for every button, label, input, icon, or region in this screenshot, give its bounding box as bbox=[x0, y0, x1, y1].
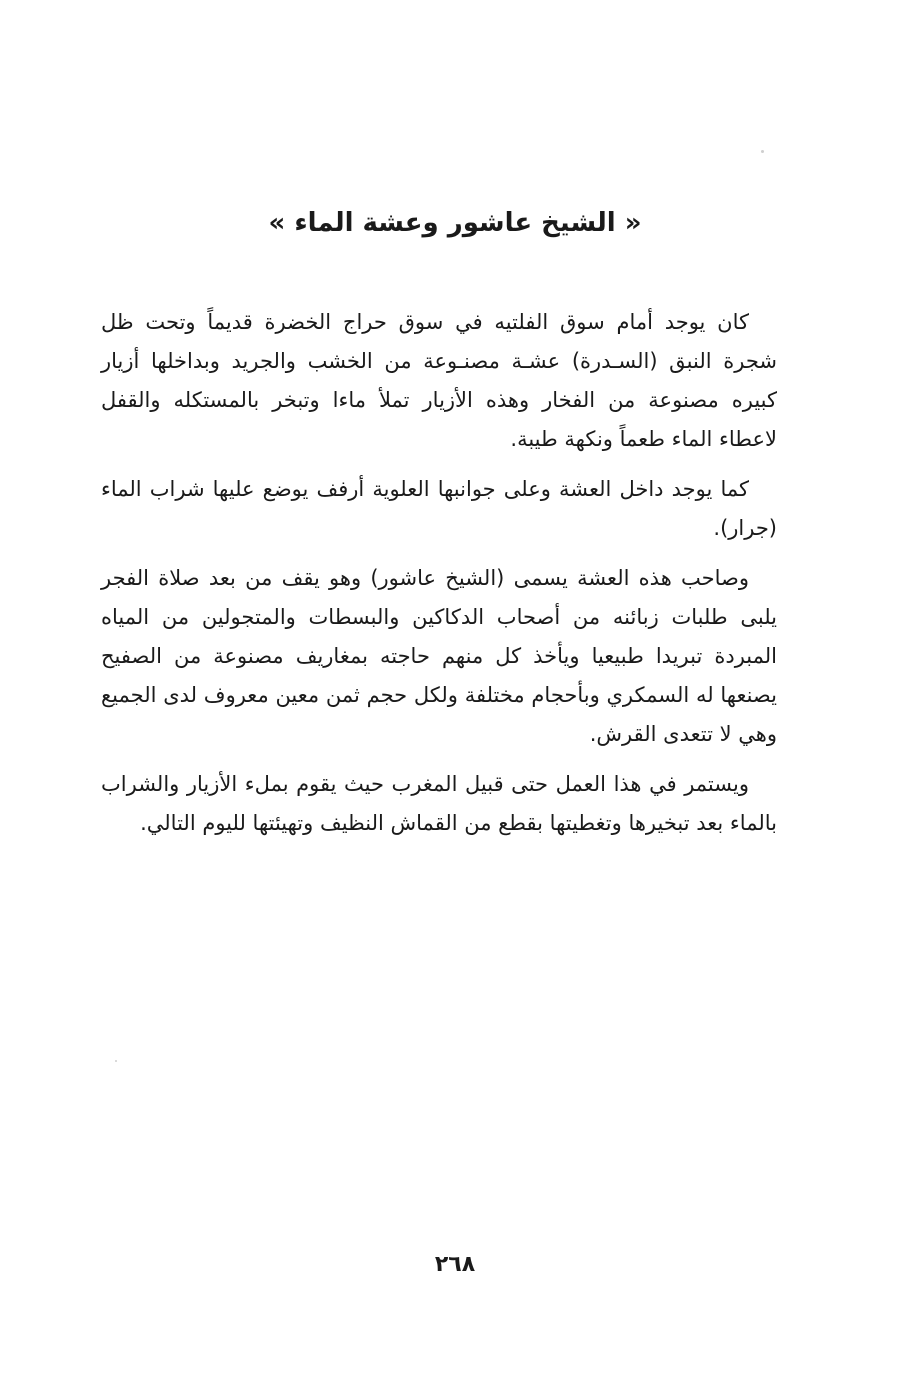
paragraph-3: وصاحب هذه العشة يسمى (الشيخ عاشور) وهو يقف من بعد صلاة الفجر يلبى طلبات زبائنه من أصحاب الدكاكين والبسطات والمتجولين من المياه المبردة تبريدا طبيعيا ويأخذ كل منهم حاجته بمغاريف مصنوعة من الصفيح يصنعها له السمكري وبأحجام مختلفة ولكل حجم ثمن معين معروف لدى الجميع وهي لا تتعدى القرش. bbox=[101, 566, 777, 746]
paragraph-4: ويستمر في هذا العمل حتى قبيل المغرب حيث يقوم بملء الأزيار والشراب بالماء بعد تبخيرها وتغطيتها بقطع من القماش النظيف وتهيئتها لليوم التالي. bbox=[101, 772, 777, 835]
paragraph-2: كما يوجد داخل العشة وعلى جوانبها العلوية أرفف يوضع عليها شراب الماء (جرار). bbox=[101, 477, 777, 540]
body-text bbox=[101, 303, 777, 854]
page-number: ٢٦٨ bbox=[434, 1252, 476, 1277]
scan-speck bbox=[761, 150, 764, 153]
chapter-title: « الشيخ عاشور وعشة الماء » bbox=[268, 208, 642, 238]
scan-speck bbox=[115, 1060, 117, 1062]
paragraph-1: كان يوجد أمام سوق الفلتيه في سوق حراج الخضرة قديماً وتحت ظل شجرة النبق (السـدرة) عشـة مصنـوعة من الخشب والجريد وبداخلها أزيار كبيره مصنوعة من الفخار وهذه الأزيار تملأ ماءا وتبخر بالمستكله والقفل لاعطاء الماء طعماً ونكهة طيبة. bbox=[101, 310, 777, 451]
